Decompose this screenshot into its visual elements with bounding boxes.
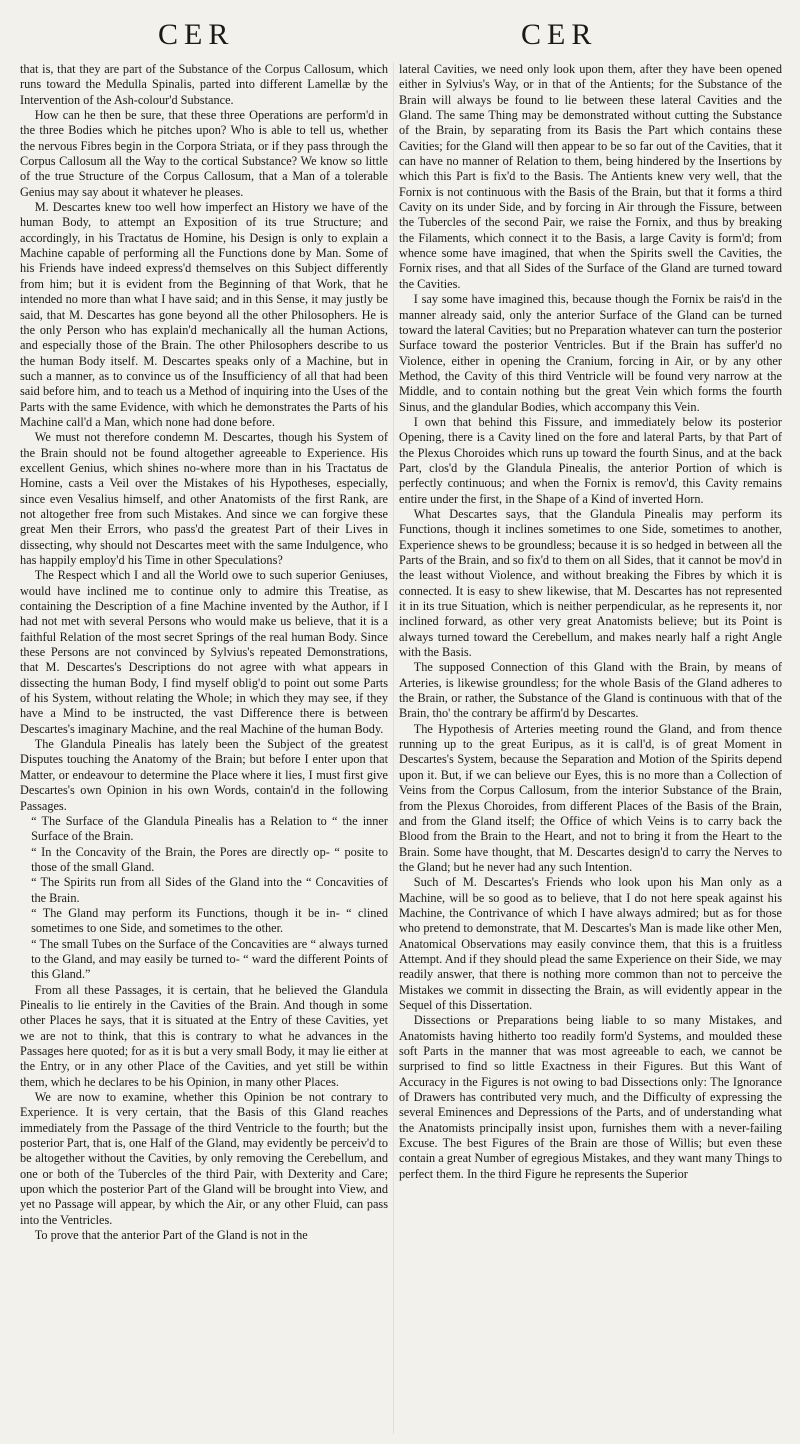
paragraph: What Descartes says, that the Glandula Pinealis may perform its Functions, though it inclines sometimes to one Side, sometimes to another, Experience shews to be groundless; because it is so hedged in between all the Parts of the Brain, and so fix'd to them on all Sides, that it cannot be mov'd in the least without Violence, and without breaking the Fibres by which it is connected. It is easy to shew likewise, that M. Descartes has not represented it in its true Situation, which is neither perpendicular, as he represents it, nor inclined forward, as other very great Anatomists believe; but its Point is always turned toward the Cerebellum, and makes nearly half a right Angle with the Basis. xyxy=(399,506,782,660)
paragraph: To prove that the anterior Part of the Gland is not in the xyxy=(34,1228,308,1243)
paragraph: Dissections or Preparations being liable to so many Mistakes, and Anatomists having hitherto too readily form'd Systems, and moulded these soft Parts in the manner that was most agreeable to each, we cannot be surprised to find so little Exactness in their Figures. But this Want of Accuracy in the Figures is not owing to bad Dissections only: The Ignorance of Drawers has contributed very much, and the Difficulty of expressing the several Eminences and Depressions of the Parts, and of understanding what the Anatomists principally insist upon, furnishes them with a never-failing Excuse. The best Figures of the Brain are those of Willis; but even these contain a great Number of egregious Mistakes, and they want many Things to perfect them. In the third Figure he represents the Superior xyxy=(399,1013,782,1181)
paragraph: lateral Cavities, we need only look upon them, after they have been opened either in Sylvius's Way, or in that of the Antients; for the Substance of the Brain will always be found to lie between these lateral Cavities and the Gland. The same Thing may be demonstrated without cutting the Substance of the Brain, by separating from its Basis the Part which contains these Cavities; for the Gland will then appear to be so far out of the Cavities, that it can have no manner of Relation to them, being hindered by the Insertions by which this Part is fix'd to the Basis. The Antients knew very well, that the Fornix is not continuous with the Basis of the Brain, but that it forms a third Cavity on its under Side, and by forcing in Air through the Fissure, between the Tubercles of the second Pair, we raise the Fornix, and thus by breaking the Filaments, which connect it to the Basis, a large Cavity is form'd; from whence some have imagined, that when the Spirits swell the Cavities, the Fornix rises, and that all Sides of the Surface of the Gland are turned toward the Cavities. xyxy=(399,62,782,291)
running-head-right: CER xyxy=(521,18,598,51)
paragraph: How can he then be sure, that these three Operations are perform'd in the three Bodies which he pitches upon? Who is able to tell us, whether the nervous Fibres begin in the Corpora Striata, or if they pass through the Corpus Callosum all the Way to the cortical Substance? We know so little of the true Structure of the Corpus Callosum, that a Man of a tolerable Genius may say about it whatever he pleases. xyxy=(20,108,388,199)
column-divider xyxy=(393,62,394,1434)
quotation-line: “ In the Concavity of the Brain, the Pores are directly op- “ posite to those of the small Gland. xyxy=(31,844,388,874)
paragraph: From all these Passages, it is certain, that he believed the Glandula Pinealis to lie entirely in the Cavities of the Brain. And though in some other Places he says, that it is situated at the Entry of these Cavities, yet we are not to think, that this is contrary to what he advances in the Passages here quoted; for as it is but a very small Body, it may lie either at the Entry, or in any other Place of the Cavities, and yet still be within them, which he declares to be his Opinion, in many other Places. xyxy=(20,982,388,1089)
quotation-line: “ The Surface of the Glandula Pinealis has a Relation to “ the inner Surface of the Brain. xyxy=(31,813,388,844)
quotation-line: “ The small Tubes on the Surface of the Concavities are “ always turned to the Gland, and may easily be turned to- “ ward the different Points of this Gland.” xyxy=(31,936,388,982)
running-head-left: CER xyxy=(158,18,235,51)
paragraph: Such of M. Descartes's Friends who look upon his Man only as a Machine, will be so good as to believe, that I do not here speak against his Machine, the Contrivance of which I have always admired; but as for those who pretend to demonstrate, that M. Descartes's Man is made like other Men, Anatomical Observations may easily convince them, that this is a fruitless Attempt. And if they should plead the same Experience on their Side, we may readily answer, that there is nothing more common than not to perceive the Mistakes we commit in dissecting the Brain, as will evidently appear in the Sequel of this Dissertation. xyxy=(399,875,782,1012)
paragraph: The Respect which I and all the World owe to such superior Geniuses, would have inclined me to continue only to admire this Treatise, as containing the Description of a fine Machine invented by the Author, if I had not met with several Persons who would make us believe, that it is a faithful Relation of the most secret Springs of the real human Body. Since these Persons are not convinced by Sylvius's repeated Demonstrations, that M. Descartes's Descriptions do not agree with what appears in dissecting the human Body, I find myself oblig'd to point out some Parts of his System, without relating the Whole; in which they may see, if they have a Mind to be instructed, the vast Difference there is between Descartes's imaginary Machine, and the real Machine of the human Body. xyxy=(20,568,388,736)
paragraph: The supposed Connection of this Gland with the Brain, by means of Arteries, is likewise groundless; for the whole Basis of the Gland adheres to the Brain, or rather, the Substance of the Gland is continuous with that of the Brain, tho' the contrary be affirm'd by Descartes. xyxy=(399,660,782,721)
paragraph: The Hypothesis of Arteries meeting round the Gland, and from thence running up to the great Euripus, as it is call'd, is of great Moment in Descartes's System, because the Separation and Motion of the Spirits depend upon it. But, if we can believe our Eyes, this is no more than a Collection of Veins from the Corpus Callosum, from the interior Substance of the Brain, from the Plexus Choroides, from different Places of the Basis of the Brain, and from the Gland itself; the Office of which Veins is to carry back the Blood from the Brain to the Heart, and not to bring it from the Heart to the Brain. Some have thought, that M. Descartes design'd to carry the Nerves to the Gland; but he never had any such Intention. xyxy=(399,721,782,874)
right-column xyxy=(399,62,782,1434)
paragraph: We are now to examine, whether this Opinion be not contrary to Experience. It is very certain, that the Basis of this Gland reaches immediately from the Passage of the third Ventricle to the fourth; but the posterior Part, that is, one Half of the Gland, may evidently be perceiv'd to be altogether without the Cavities, by only removing the Cerebellum, and one or both of the Tubercles of the third Pair, with Dexterity and Care; upon which the posterior Part of the Gland will be brought into View, and yet no Passage will appear, by which the Air, or any other Fluid, can pass into the Ventricles. xyxy=(20,1090,388,1227)
left-column xyxy=(20,62,388,1434)
paragraph: The Glandula Pinealis has lately been the Subject of the greatest Disputes touching the Anatomy of the Brain; but before I enter upon that Matter, or endeavour to determine the Place where it lies, I must first give Descartes's own Opinion in his own Words, contain'd in the following Passages. xyxy=(20,737,388,813)
quotation-line: “ The Spirits run from all Sides of the Gland into the “ Concavities of the Brain. xyxy=(31,875,388,905)
quotation-line: “ The Gland may perform its Functions, though it be in- “ clined sometimes to one Side, and sometimes to the other. xyxy=(31,905,388,936)
paragraph: that is, that they are part of the Substance of the Corpus Callosum, which runs toward the Medulla Spinalis, parted into different Lamellæ by the Intervention of the Ash-colour'd Substance. xyxy=(20,62,388,107)
paragraph: I own that behind this Fissure, and immediately below its posterior Opening, there is a Cavity lined on the fore and lateral Parts, by that Part of the Plexus Choroides which runs up toward the fourth Sinus, and at the back Part, clos'd by the Glandula Pinealis, the anterior Portion of which is perfectly continuous; and when the Fornix is remov'd, this Cavity remains entire under the first, in the Shape of a Kind of inverted Horn. xyxy=(399,414,782,506)
paragraph: M. Descartes knew too well how imperfect an History we have of the human Body, to attempt an Exposition of its true Structure; and accordingly, in his Tractatus de Homine, his Design is only to explain a Machine capable of performing all the Functions done by Man. Some of his Friends have indeed express'd themselves on this Subject differently from him; but it is evident from the Beginning of that Work, that he intended no more than what I have said; and in this Sense, it may justly be said, that M. Descartes has gone beyond all the other Philosophers. He is the only Person who has explain'd mechanically all the human Actions, and especially those of the Brain. The other Philosophers describe to us the human Body itself. M. Descartes speaks only of a Machine, but in such a manner, as to convince us of the Insufficiency of all that had been said before him, and to teach us a Method of inquiring into the Uses of the Parts with the same Evidence, with which he demonstrates the Parts of his Machine call'd a Man, which none had done before. xyxy=(20,200,388,429)
paragraph: I say some have imagined this, because though the Fornix be rais'd in the manner already said, only the anterior Surface of the Gland can be turned toward the lateral Cavities; but no Preparation whatever can turn the posterior Surface toward the posterior Ventricles. But if the Brain has suffer'd no Violence, either in opening the Cranium, forcing in Air, or by any other Method, the Cavity of this third Ventricle will be found very narrow at the Middle, and to contain nothing but the great Vein which forms the fourth Sinus, and the glandular Bodies, which accompany this Vein. xyxy=(399,292,782,414)
paragraph: We must not therefore condemn M. Descartes, though his System of the Brain should not be found altogether agreeable to Experience. His excellent Genius, which shines no-where more than in his Tractatus de Homine, casts a Veil over the Mistakes of his Hypotheses, especially, since even Vesalius himself, and other Anatomists of the first Rank, are not altogether free from such Mistakes. And since we can forgive these great Men their Errors, who pass'd the greatest Part of their Lives in dissecting, why should not Descartes meet with the same Indulgence, who has happily employ'd his Time in other Speculations? xyxy=(20,430,388,567)
